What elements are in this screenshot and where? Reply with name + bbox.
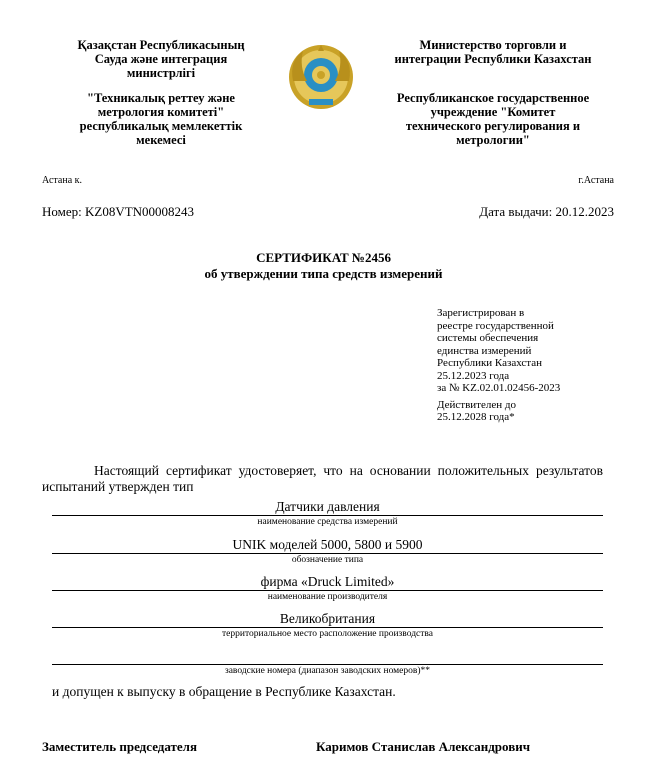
field-value: UNIK моделей 5000, 5800 и 5900 — [52, 537, 603, 554]
field-caption: территориальное место расположение производства — [222, 629, 433, 639]
registration-line: единства измерений — [437, 344, 532, 357]
field-manufacturer — [52, 574, 603, 603]
place-kz: Астана к. — [42, 175, 82, 186]
field-production-location — [52, 611, 603, 640]
field-type-designation — [52, 537, 603, 566]
certificate-title — [0, 250, 647, 282]
state-emblem-icon — [287, 41, 355, 113]
registration-line: Республики Казахстан — [437, 357, 543, 369]
field-caption: заводские номера (диапазон заводских номеров)** — [224, 666, 431, 676]
registration-line: за № KZ.02.01.02456-2023 — [437, 382, 561, 394]
committee-ru-line: технического регулирования и — [405, 119, 581, 133]
title-sub: об утверждении типа средств измерений — [204, 266, 443, 281]
ministry-kz-line: Сауда және интеграция — [94, 52, 228, 66]
committee-ru-line: учреждение "Комитет — [430, 105, 556, 119]
committee-kz-line: "Техникалық реттеу және — [87, 91, 235, 105]
signatory-name: Каримов Станислав Александрович — [316, 739, 531, 754]
certificate-number: Номер: KZ08VTN00008243 — [42, 204, 195, 219]
issue-date: Дата выдачи: 20.12.2023 — [479, 204, 614, 219]
signatory-position: Заместитель председателя — [42, 739, 198, 754]
field-caption: обозначение типа — [291, 555, 364, 565]
field-value: Великобритания — [52, 611, 603, 628]
registration-line: реестре государственной — [437, 319, 554, 332]
validity-line: 25.12.2028 года* — [437, 411, 515, 423]
registration-line: 25.12.2023 года — [437, 369, 510, 382]
field-caption: наименование средства измерений — [257, 517, 398, 527]
header-right-ru — [366, 38, 620, 147]
ministry-kz-line: Қазақстан Республикасының — [77, 38, 245, 52]
ministry-kz-line: министрлігі — [126, 66, 196, 80]
field-value: Датчики давления — [52, 499, 603, 516]
registration-line: системы обеспечения — [437, 332, 539, 344]
field-serial-numbers — [52, 648, 603, 677]
committee-kz-line: мекемесі — [136, 133, 186, 147]
field-value: фирма «Druck Limited» — [52, 574, 603, 591]
closing-statement: и допущен к выпуску в обращение в Республике Казахстан. — [52, 684, 396, 699]
field-caption: наименование производителя — [267, 592, 388, 602]
place-ru: г.Астана — [578, 175, 614, 186]
committee-kz-line: метрология комитеті" — [97, 105, 225, 119]
ministry-ru-line: Министерство торговли и — [419, 38, 567, 52]
title-main: СЕРТИФИКАТ №2456 — [256, 250, 391, 265]
field-instrument-name — [52, 499, 603, 528]
committee-ru-line: Республиканское государственное — [396, 91, 590, 105]
registration-line: Зарегистрирован в — [437, 307, 525, 319]
ministry-ru-line: интеграции Республики Казахстан — [394, 52, 592, 66]
header-left-kz — [52, 38, 270, 147]
field-value — [52, 648, 603, 665]
intro-paragraph: Настоящий сертификат удостоверяет, что на основании положительных результатов испытаний утвержден тип — [42, 463, 603, 494]
validity-line: Действителен до — [437, 398, 516, 411]
committee-ru-line: метрологии" — [456, 133, 530, 147]
registration-block — [437, 307, 617, 424]
committee-kz-line: республикалық мемлекеттік — [79, 119, 243, 133]
